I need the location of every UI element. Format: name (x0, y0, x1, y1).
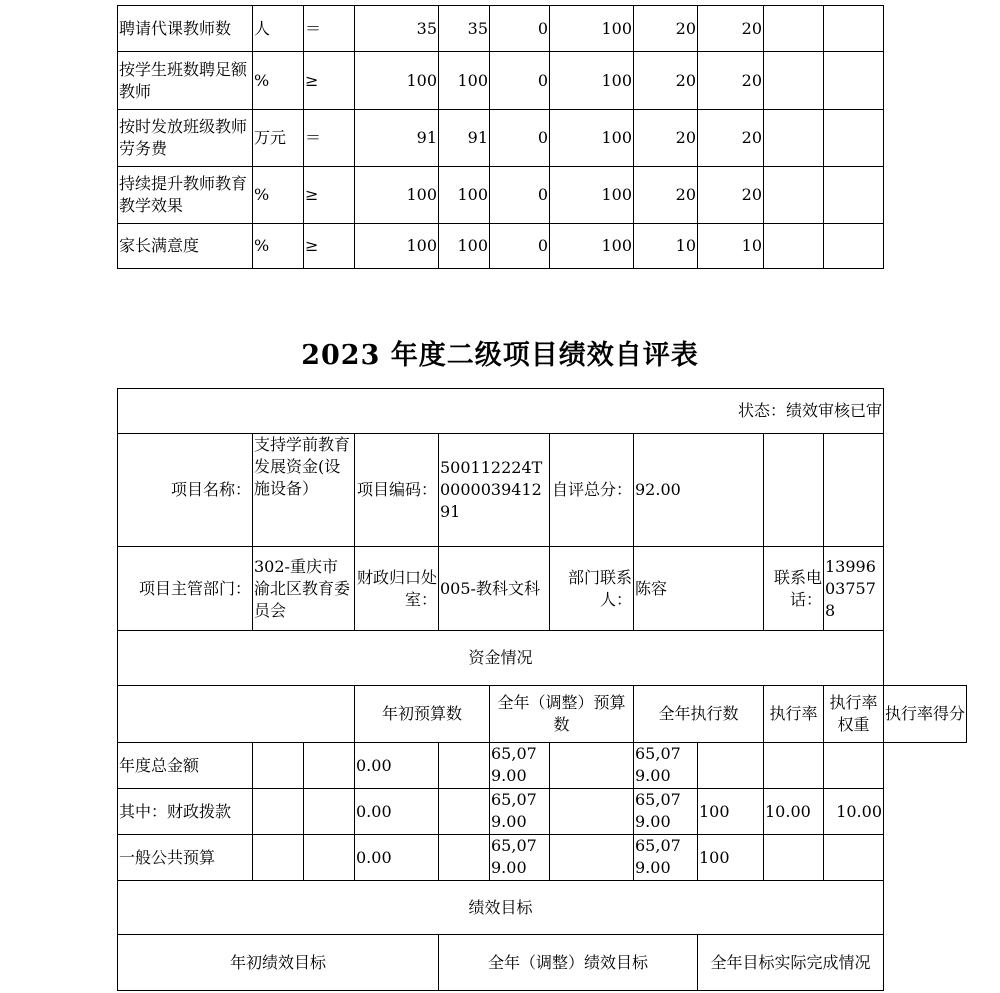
adjusted-budget-value: 65,079.00 (490, 743, 550, 789)
indicator-unit: % (253, 52, 304, 110)
project-name-label: 项目名称： (118, 434, 253, 547)
indicator-value: 0 (490, 6, 550, 52)
status-text: 状态：绩效审核已审 (118, 389, 884, 434)
empty-cell (824, 224, 884, 269)
empty-cell (824, 110, 884, 167)
indicator-value: 100 (550, 6, 634, 52)
indicator-value: 20 (634, 167, 698, 224)
empty-cell (550, 835, 634, 881)
contact-label: 部门联系人： (550, 547, 634, 631)
indicator-value: 0 (490, 224, 550, 269)
indicator-value: 10 (698, 224, 764, 269)
rate-score-value: 10.00 (824, 789, 884, 835)
contact-value: 陈容 (634, 547, 764, 631)
funds-section-title: 资金情况 (118, 631, 884, 686)
indicator-unit: 人 (253, 6, 304, 52)
indicator-value: 100 (355, 167, 439, 224)
fund-row-label: 年度总金额 (118, 743, 253, 789)
indicator-value: 100 (550, 110, 634, 167)
indicator-unit: % (253, 167, 304, 224)
phone-value: 13996037578 (824, 547, 884, 631)
page-title: 2023 年度二级项目绩效自评表 (301, 340, 699, 371)
empty-cell (824, 167, 884, 224)
adjusted-budget-value: 65,079.00 (490, 789, 550, 835)
initial-budget-value: 0.00 (355, 743, 439, 789)
table-row (118, 110, 884, 167)
empty-cell (253, 835, 304, 881)
rate-score-value (824, 743, 884, 789)
indicator-operator: ≥ (304, 167, 355, 224)
funds-section-row (118, 631, 967, 686)
rate-score-header: 执行率得分 (884, 686, 967, 743)
funds-header-row (118, 686, 967, 743)
table-row (118, 6, 884, 52)
empty-cell (764, 434, 824, 547)
self-evaluation-table (117, 388, 967, 991)
phone-label: 联系电话： (764, 547, 824, 631)
indicator-value: 20 (698, 6, 764, 52)
rate-weight-value (764, 835, 824, 881)
empty-cell (824, 6, 884, 52)
empty-cell (439, 835, 490, 881)
self-score-value: 92.00 (634, 434, 764, 547)
project-info-row (118, 434, 967, 547)
adjusted-goals-header: 全年（调整）绩效目标 (439, 935, 698, 991)
indicator-value: 0 (490, 52, 550, 110)
indicator-unit: % (253, 224, 304, 269)
indicator-value: 35 (355, 6, 439, 52)
fund-row-label: 其中：财政拨款 (118, 789, 253, 835)
indicator-value: 20 (698, 52, 764, 110)
empty-cell (824, 434, 884, 547)
indicator-value: 100 (550, 52, 634, 110)
self-score-label: 自评总分： (550, 434, 634, 547)
indicator-name: 聘请代课教师数 (118, 6, 253, 52)
rate-weight-value: 10.00 (764, 789, 824, 835)
indicator-operator: ≥ (304, 52, 355, 110)
indicator-value: 100 (439, 167, 490, 224)
empty-cell (253, 789, 304, 835)
table-row (118, 167, 884, 224)
empty-cell (824, 52, 884, 110)
goals-section-title: 绩效目标 (118, 881, 884, 935)
goals-header-row (118, 935, 967, 991)
empty-cell (304, 789, 355, 835)
department-value: 302-重庆市渝北区教育委员会 (253, 547, 355, 631)
empty-cell (118, 686, 355, 743)
project-code-value: 500112224T000003941291 (439, 434, 550, 547)
indicator-value: 100 (439, 224, 490, 269)
indicator-value: 100 (355, 224, 439, 269)
executed-value: 65,079.00 (634, 743, 698, 789)
indicator-table (117, 5, 884, 269)
finance-office-label: 财政归口处室： (355, 547, 439, 631)
execution-rate-value: 100 (698, 789, 764, 835)
initial-budget-value: 0.00 (355, 835, 439, 881)
initial-budget-value: 0.00 (355, 789, 439, 835)
empty-cell (764, 224, 824, 269)
indicator-operator: ≥ (304, 224, 355, 269)
indicator-value: 20 (698, 110, 764, 167)
indicator-value: 20 (634, 6, 698, 52)
indicator-value: 100 (550, 224, 634, 269)
initial-goals-header: 年初绩效目标 (118, 935, 439, 991)
empty-cell (764, 110, 824, 167)
fund-row-label: 一般公共预算 (118, 835, 253, 881)
finance-office-value: 005-教科文科 (439, 547, 550, 631)
indicator-name: 持续提升教师教育教学效果 (118, 167, 253, 224)
adjusted-budget-header: 全年（调整）预算数 (490, 686, 634, 743)
empty-cell (253, 743, 304, 789)
adjusted-budget-value: 65,079.00 (490, 835, 550, 881)
status-row (118, 389, 967, 434)
indicator-value: 20 (634, 52, 698, 110)
project-code-label: 项目编码： (355, 434, 439, 547)
indicator-operator: ＝ (304, 6, 355, 52)
indicator-value: 100 (550, 167, 634, 224)
indicator-value: 10 (634, 224, 698, 269)
indicator-value: 100 (439, 52, 490, 110)
empty-cell (550, 789, 634, 835)
indicator-name: 按学生班数聘足额教师 (118, 52, 253, 110)
executed-header: 全年执行数 (634, 686, 764, 743)
department-label: 项目主管部门： (118, 547, 253, 631)
indicator-value: 100 (355, 52, 439, 110)
indicator-value: 91 (439, 110, 490, 167)
indicator-value: 0 (490, 167, 550, 224)
table-row (118, 743, 967, 789)
executed-value: 65,079.00 (634, 789, 698, 835)
empty-cell (764, 6, 824, 52)
indicator-value: 20 (634, 110, 698, 167)
empty-cell (304, 835, 355, 881)
department-row (118, 547, 967, 631)
indicator-value: 20 (698, 167, 764, 224)
table-row (118, 789, 967, 835)
actual-completion-header: 全年目标实际完成情况 (698, 935, 884, 991)
indicator-name: 按时发放班级教师劳务费 (118, 110, 253, 167)
indicator-operator: ＝ (304, 110, 355, 167)
indicator-unit: 万元 (253, 110, 304, 167)
rate-score-value (824, 835, 884, 881)
indicator-name: 家长满意度 (118, 224, 253, 269)
execution-rate-value (698, 743, 764, 789)
empty-cell (304, 743, 355, 789)
table-row (118, 835, 967, 881)
indicator-value: 35 (439, 6, 490, 52)
rate-weight-value (764, 743, 824, 789)
empty-cell (439, 743, 490, 789)
empty-cell (764, 52, 824, 110)
indicator-value: 91 (355, 110, 439, 167)
rate-weight-header: 执行率权重 (824, 686, 884, 743)
table-row (118, 224, 884, 269)
goals-section-row (118, 881, 967, 935)
execution-rate-header: 执行率 (764, 686, 824, 743)
indicator-value: 0 (490, 110, 550, 167)
empty-cell (764, 167, 824, 224)
project-name-value: 支持学前教育发展资金(设施设备） (253, 434, 355, 547)
initial-budget-header: 年初预算数 (355, 686, 490, 743)
table-row (118, 52, 884, 110)
empty-cell (550, 743, 634, 789)
executed-value: 65,079.00 (634, 835, 698, 881)
execution-rate-value: 100 (698, 835, 764, 881)
empty-cell (439, 789, 490, 835)
